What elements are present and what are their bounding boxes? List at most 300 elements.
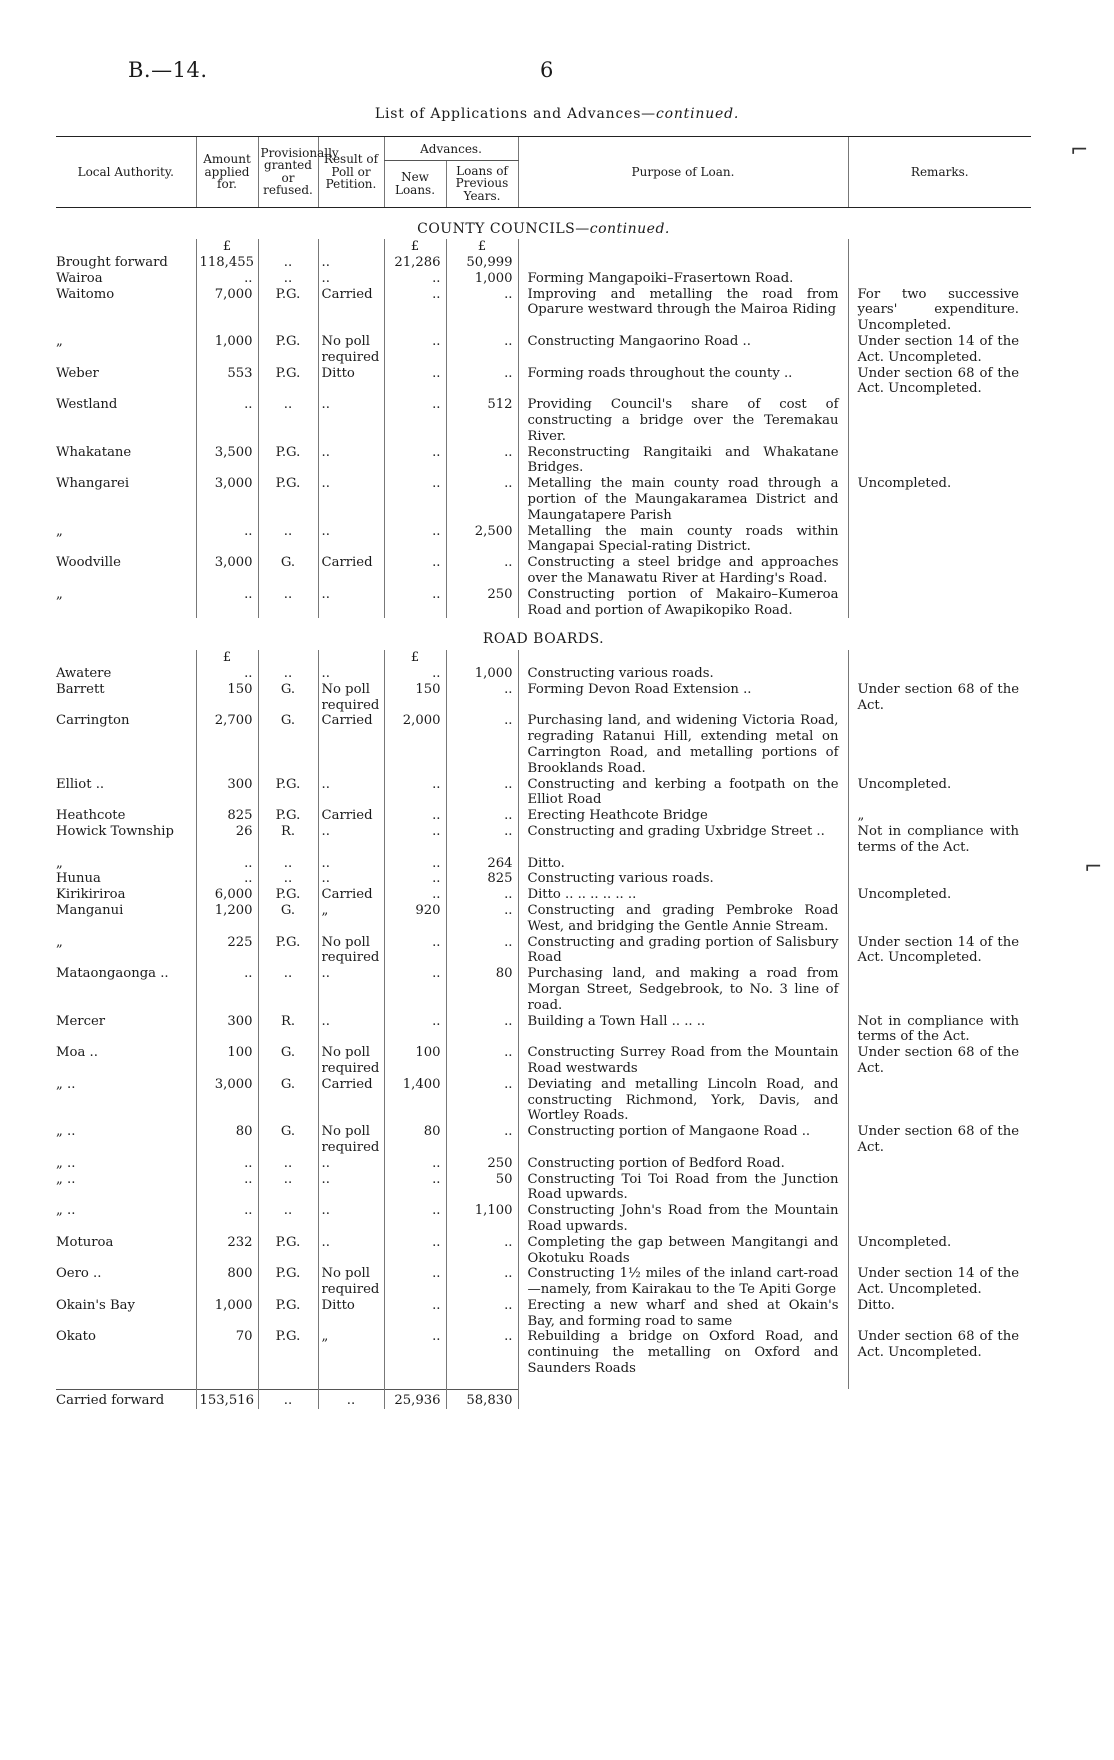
- spacer-cell: [384, 1377, 446, 1390]
- row-authority: „: [56, 855, 63, 871]
- row-purpose: Constructing Mangaorino Road ..: [518, 334, 848, 366]
- row-poll: ..: [318, 871, 384, 887]
- row-provisional: ..: [258, 524, 318, 556]
- row-prev-loans: 1,000: [446, 271, 518, 287]
- row-prev-loans: ..: [446, 682, 518, 714]
- spacer-cell: [56, 650, 196, 666]
- col-prev-loans: Loans of Previous Years.: [446, 160, 518, 207]
- table-row: [56, 1045, 1031, 1077]
- row-authority: Barrett: [56, 681, 105, 697]
- col-purpose: Purpose of Loan.: [518, 137, 848, 208]
- row-amount: 300: [196, 1014, 258, 1046]
- spacer-cell: [258, 239, 318, 255]
- row-poll: Carried: [318, 1077, 384, 1124]
- row-authority: Wairoa: [56, 270, 103, 286]
- row-amount: 153,516: [196, 1389, 258, 1408]
- county-section-title-continued: continued.: [589, 220, 670, 237]
- row-amount: 225: [196, 935, 258, 967]
- row-prev-loans: 825: [446, 871, 518, 887]
- row-remarks: [848, 1077, 1031, 1124]
- row-provisional: ..: [258, 587, 318, 619]
- row-purpose: Completing the gap between Mangitangi and Okotuku Roads: [518, 1235, 848, 1267]
- row-remarks: Not in compliance with terms of the Act.: [848, 824, 1031, 856]
- row-authority: Manganui: [56, 902, 124, 918]
- row-provisional: ..: [258, 397, 318, 444]
- row-poll: Ditto: [318, 1298, 384, 1330]
- row-amount: 3,500: [196, 445, 258, 477]
- row-purpose: Constructing a steel bridge and approaches over the Manawatu River at Harding's Road.: [518, 555, 848, 587]
- row-poll: No poll required: [318, 1124, 384, 1156]
- row-amount: 100: [196, 1045, 258, 1077]
- row-poll: ..: [318, 1203, 384, 1235]
- spacer-cell: [848, 1377, 1031, 1390]
- spacer-cell: [318, 650, 384, 666]
- row-new-loans: 2,000: [384, 713, 446, 776]
- row-new-loans: ..: [384, 1329, 446, 1376]
- table-row: [56, 1124, 1031, 1156]
- table-row: [56, 935, 1031, 967]
- table-header: [56, 137, 1031, 208]
- list-title-continued: continued.: [655, 106, 740, 122]
- row-amount: 800: [196, 1266, 258, 1298]
- spacer-cell: [56, 239, 196, 255]
- row-authority: „: [56, 934, 63, 950]
- row-new-loans: ..: [384, 271, 446, 287]
- row-provisional: P.G.: [258, 1235, 318, 1267]
- row-new-loans: 80: [384, 1124, 446, 1156]
- row-purpose: Providing Council's share of cost of constructing a bridge over the Teremakau River.: [518, 397, 848, 444]
- row-authority: Hunua: [56, 871, 101, 887]
- table-row: [56, 777, 1031, 809]
- row-prev-loans: ..: [446, 887, 518, 903]
- table-row: [56, 1329, 1031, 1376]
- row-purpose: Erecting Heathcote Bridge: [518, 808, 848, 824]
- row-new-loans: ..: [384, 1266, 446, 1298]
- table-row: [56, 871, 1031, 887]
- row-prev-loans: ..: [446, 1266, 518, 1298]
- row-poll: Carried: [318, 555, 384, 587]
- row-amount: 2,700: [196, 713, 258, 776]
- row-remarks: Under section 68 of the Act.: [848, 682, 1031, 714]
- row-new-loans: 150: [384, 682, 446, 714]
- row-purpose: Constructing and grading Pembroke Road West, and bridging the Gentle Annie Stream.: [518, 903, 848, 935]
- row-prev-loans: ..: [446, 1235, 518, 1267]
- row-remarks: [848, 271, 1031, 287]
- row-amount: ..: [196, 871, 258, 887]
- row-new-loans: 21,286: [384, 255, 446, 271]
- col-authority: Local Authority.: [56, 137, 196, 208]
- row-prev-loans: ..: [446, 555, 518, 587]
- row-poll: ..: [318, 397, 384, 444]
- row-authority: Moa ..: [56, 1045, 98, 1061]
- row-authority: Heathcote: [56, 808, 126, 824]
- row-provisional: P.G.: [258, 334, 318, 366]
- row-poll: ..: [318, 1235, 384, 1267]
- row-amount: 3,000: [196, 1077, 258, 1124]
- row-new-loans: ..: [384, 397, 446, 444]
- row-remarks: [848, 587, 1031, 619]
- row-remarks: [848, 555, 1031, 587]
- row-amount: ..: [196, 856, 258, 872]
- row-authority: Okato: [56, 1329, 96, 1345]
- row-purpose: Purchasing land, and making a road from Morgan Street, Sedgebrook, to No. 3 line of road.: [518, 966, 848, 1013]
- row-prev-loans: 264: [446, 856, 518, 872]
- row-purpose: Building a Town Hall .. .. ..: [518, 1014, 848, 1046]
- row-provisional: G.: [258, 903, 318, 935]
- row-remarks: [848, 255, 1031, 271]
- table-body: [56, 207, 1031, 1409]
- list-title: [0, 106, 1114, 122]
- row-prev-loans: ..: [446, 777, 518, 809]
- col-amount: Amount applied for.: [196, 137, 258, 208]
- row-remarks: [848, 524, 1031, 556]
- row-provisional: ..: [258, 966, 318, 1013]
- spacer-row: [56, 1377, 1031, 1390]
- row-prev-loans: 1,100: [446, 1203, 518, 1235]
- spacer-cell: [848, 650, 1031, 666]
- table-row: [56, 397, 1031, 444]
- row-authority: Oero ..: [56, 1266, 102, 1282]
- row-amount: 553: [196, 366, 258, 398]
- row-provisional: ..: [258, 1156, 318, 1172]
- row-poll: Carried: [318, 887, 384, 903]
- table-row: [56, 555, 1031, 587]
- row-amount: 3,000: [196, 476, 258, 523]
- table-row: [56, 271, 1031, 287]
- row-remarks: Under section 68 of the Act. Uncompleted.: [848, 366, 1031, 398]
- row-poll: „: [318, 903, 384, 935]
- row-poll: ..: [318, 1172, 384, 1204]
- row-new-loans: ..: [384, 935, 446, 967]
- row-new-loans: ..: [384, 871, 446, 887]
- row-purpose: Constructing portion of Bedford Road.: [518, 1156, 848, 1172]
- row-authority: Okain's Bay: [56, 1297, 135, 1313]
- row-new-loans: ..: [384, 1014, 446, 1046]
- row-authority: Whangarei: [56, 476, 130, 492]
- table-row: [56, 666, 1031, 682]
- row-provisional: R.: [258, 1014, 318, 1046]
- row-provisional: G.: [258, 1124, 318, 1156]
- row-remarks: Under section 68 of the Act. Uncompleted.: [848, 1329, 1031, 1376]
- row-provisional: P.G.: [258, 445, 318, 477]
- margin-mark: ⌐: [1070, 138, 1089, 163]
- row-authority: „ ..: [56, 1203, 76, 1219]
- row-poll: Carried: [318, 808, 384, 824]
- row-remarks: [848, 966, 1031, 1013]
- row-poll: ..: [318, 524, 384, 556]
- row-prev-loans: ..: [446, 334, 518, 366]
- row-remarks: [848, 445, 1031, 477]
- row-prev-loans: ..: [446, 1124, 518, 1156]
- row-provisional: P.G.: [258, 1266, 318, 1298]
- row-purpose: Forming roads throughout the county ..: [518, 366, 848, 398]
- row-authority: Whakatane: [56, 444, 132, 460]
- row-purpose: Constructing and grading portion of Salisbury Road: [518, 935, 848, 967]
- row-prev-loans: ..: [446, 824, 518, 856]
- row-new-loans: 1,400: [384, 1077, 446, 1124]
- row-amount: ..: [196, 397, 258, 444]
- row-authority: Awatere: [56, 666, 112, 682]
- row-provisional: ..: [258, 871, 318, 887]
- row-provisional: G.: [258, 713, 318, 776]
- row-amount: 70: [196, 1329, 258, 1376]
- row-authority: Howick Township: [56, 823, 174, 839]
- row-prev-loans: 80: [446, 966, 518, 1013]
- currency-row: [56, 650, 1031, 666]
- row-poll: No poll required: [318, 1266, 384, 1298]
- row-remarks: [848, 666, 1031, 682]
- county-section-title: [56, 207, 1031, 239]
- county-section-title-text: COUNTY COUNCILS—: [417, 220, 590, 237]
- row-purpose: Constructing Toi Toi Road from the Junction Road upwards.: [518, 1172, 848, 1204]
- row-prev-loans: 1,000: [446, 666, 518, 682]
- row-authority: „: [56, 334, 63, 350]
- county-section: [56, 207, 1031, 239]
- row-amount: 6,000: [196, 887, 258, 903]
- row-remarks: Under section 14 of the Act. Uncompleted.: [848, 1266, 1031, 1298]
- row-amount: 232: [196, 1235, 258, 1267]
- row-provisional: P.G.: [258, 287, 318, 334]
- row-purpose: Constructing portion of Makairo–Kumeroa Road and portion of Awapikopiko Road.: [518, 587, 848, 619]
- pound-symbol: £: [384, 650, 446, 666]
- row-amount: ..: [196, 524, 258, 556]
- row-remarks: Under section 14 of the Act. Uncompleted.: [848, 935, 1031, 967]
- row-poll: ..: [318, 856, 384, 872]
- row-poll: Carried: [318, 713, 384, 776]
- row-authority: Westland: [56, 397, 118, 413]
- row-provisional: R.: [258, 824, 318, 856]
- col-provisional: Provisionally granted or refused.: [258, 137, 318, 208]
- row-prev-loans: 512: [446, 397, 518, 444]
- table-row: [56, 334, 1031, 366]
- spacer-cell: [518, 1389, 848, 1408]
- row-remarks: [848, 856, 1031, 872]
- row-purpose: Reconstructing Rangitaiki and Whakatane Bridges.: [518, 445, 848, 477]
- road-section-title: [56, 618, 1031, 650]
- row-purpose: Ditto.: [518, 856, 848, 872]
- row-prev-loans: 2,500: [446, 524, 518, 556]
- row-poll: No poll required: [318, 935, 384, 967]
- row-authority: Mercer: [56, 1013, 106, 1029]
- row-poll: „: [318, 1329, 384, 1376]
- row-remarks: [848, 871, 1031, 887]
- carried-forward-row: [56, 1389, 1031, 1408]
- table-row: [56, 1077, 1031, 1124]
- col-advances: Advances.: [384, 137, 518, 161]
- row-prev-loans: ..: [446, 808, 518, 824]
- row-provisional: P.G.: [258, 777, 318, 809]
- row-amount: 3,000: [196, 555, 258, 587]
- table-row: [56, 966, 1031, 1013]
- spacer-cell: [446, 650, 518, 666]
- row-amount: ..: [196, 587, 258, 619]
- row-provisional: G.: [258, 682, 318, 714]
- row-new-loans: ..: [384, 1298, 446, 1330]
- row-purpose: Forming Devon Road Extension ..: [518, 682, 848, 714]
- col-poll: Result of Poll or Petition.: [318, 137, 384, 208]
- row-remarks: Under section 68 of the Act.: [848, 1045, 1031, 1077]
- row-remarks: Uncompleted.: [848, 777, 1031, 809]
- row-poll: ..: [318, 587, 384, 619]
- spacer-cell: [518, 239, 848, 255]
- pound-symbol: £: [446, 239, 518, 255]
- row-provisional: ..: [258, 255, 318, 271]
- spacer-cell: [318, 239, 384, 255]
- row-authority: Carried forward: [56, 1389, 196, 1408]
- table-row: [56, 682, 1031, 714]
- row-purpose: Deviating and metalling Lincoln Road, and constructing Richmond, York, Davis, and Wortley Roads.: [518, 1077, 848, 1124]
- row-purpose: Constructing John's Road from the Mountain Road upwards.: [518, 1203, 848, 1235]
- row-amount: ..: [196, 1203, 258, 1235]
- row-prev-loans: ..: [446, 1014, 518, 1046]
- road-section-title-text: ROAD BOARDS.: [482, 631, 605, 648]
- row-purpose: Improving and metalling the road from Oparure westward through the Mairoa Riding: [518, 287, 848, 334]
- row-amount: 80: [196, 1124, 258, 1156]
- row-prev-loans: ..: [446, 1077, 518, 1124]
- row-authority: „: [56, 586, 63, 602]
- row-prev-loans: ..: [446, 287, 518, 334]
- row-remarks: [848, 1156, 1031, 1172]
- row-provisional: ..: [258, 1172, 318, 1204]
- row-authority: Mataongaonga ..: [56, 966, 169, 982]
- row-poll: Ditto: [318, 366, 384, 398]
- row-purpose: Constructing various roads.: [518, 871, 848, 887]
- row-prev-loans: 58,830: [446, 1389, 518, 1408]
- table-row: [56, 887, 1031, 903]
- row-prev-loans: 50,999: [446, 255, 518, 271]
- row-new-loans: ..: [384, 287, 446, 334]
- row-amount: ..: [196, 966, 258, 1013]
- table-row: [56, 587, 1031, 619]
- row-authority: Moturoa: [56, 1234, 114, 1250]
- row-purpose: Constructing portion of Mangaone Road ..: [518, 1124, 848, 1156]
- row-new-loans: 25,936: [384, 1389, 446, 1408]
- row-provisional: ..: [258, 271, 318, 287]
- row-new-loans: ..: [384, 777, 446, 809]
- spacer-cell: [518, 1377, 848, 1390]
- row-prev-loans: ..: [446, 713, 518, 776]
- row-amount: ..: [196, 271, 258, 287]
- row-purpose: Rebuilding a bridge on Oxford Road, and continuing the metalling on Oxford and Saunders Roads: [518, 1329, 848, 1376]
- row-purpose: Metalling the main county road through a portion of the Maungakaramea District and Maungatapere Parish: [518, 476, 848, 523]
- margin-mark-2: ⌐: [1084, 855, 1103, 880]
- table-row: [56, 1203, 1031, 1235]
- row-new-loans: ..: [384, 524, 446, 556]
- spacer-cell: [848, 239, 1031, 255]
- table-row: [56, 856, 1031, 872]
- row-amount: 1,000: [196, 1298, 258, 1330]
- row-new-loans: ..: [384, 808, 446, 824]
- page-number: 6: [540, 58, 554, 82]
- road-section: [56, 618, 1031, 650]
- row-new-loans: ..: [384, 366, 446, 398]
- table-row: [56, 1172, 1031, 1204]
- row-remarks: Under section 68 of the Act.: [848, 1124, 1031, 1156]
- applications-table: [56, 136, 1031, 1409]
- row-new-loans: ..: [384, 887, 446, 903]
- row-remarks: „: [848, 808, 1031, 824]
- table-row: [56, 1014, 1031, 1046]
- row-poll: ..: [318, 666, 384, 682]
- row-provisional: G.: [258, 1045, 318, 1077]
- row-new-loans: ..: [384, 476, 446, 523]
- row-provisional: ..: [258, 856, 318, 872]
- row-authority: Carrington: [56, 713, 130, 729]
- row-remarks: Uncompleted.: [848, 476, 1031, 523]
- row-new-loans: ..: [384, 1203, 446, 1235]
- table-row: [56, 476, 1031, 523]
- row-poll: Carried: [318, 287, 384, 334]
- row-new-loans: ..: [384, 824, 446, 856]
- row-new-loans: ..: [384, 856, 446, 872]
- spacer-cell: [258, 650, 318, 666]
- row-authority: „ ..: [56, 1124, 76, 1140]
- row-new-loans: ..: [384, 1235, 446, 1267]
- row-purpose: Purchasing land, and widening Victoria Road, regrading Ratanui Hill, extending metal on Carrington Road, and metalling portions of Brooklands Road.: [518, 713, 848, 776]
- row-poll: ..: [318, 445, 384, 477]
- table-row: [56, 287, 1031, 334]
- row-prev-loans: ..: [446, 445, 518, 477]
- row-authority: Brought forward: [56, 255, 168, 271]
- row-provisional: P.G.: [258, 935, 318, 967]
- col-new-loans: New Loans.: [384, 160, 446, 207]
- row-amount: 300: [196, 777, 258, 809]
- table-row: [56, 524, 1031, 556]
- table-row: [56, 366, 1031, 398]
- row-remarks: Uncompleted.: [848, 1235, 1031, 1267]
- row-prev-loans: ..: [446, 1329, 518, 1376]
- row-remarks: [848, 713, 1031, 776]
- row-purpose: Constructing 1½ miles of the inland cart-road—namely, from Kairakau to the Te Apiti Gorge: [518, 1266, 848, 1298]
- row-new-loans: 100: [384, 1045, 446, 1077]
- row-purpose: Constructing and kerbing a footpath on the Elliot Road: [518, 777, 848, 809]
- currency-row: [56, 239, 1031, 255]
- row-poll: ..: [318, 966, 384, 1013]
- table-row: [56, 713, 1031, 776]
- spacer-cell: [56, 1377, 196, 1390]
- row-prev-loans: ..: [446, 366, 518, 398]
- row-provisional: ..: [258, 1203, 318, 1235]
- row-purpose: Ditto .. .. .. .. .. ..: [518, 887, 848, 903]
- row-poll: No poll required: [318, 334, 384, 366]
- row-provisional: ..: [258, 666, 318, 682]
- table-row: [56, 1156, 1031, 1172]
- spacer-cell: [848, 1389, 1031, 1408]
- row-provisional: P.G.: [258, 366, 318, 398]
- row-poll: ..: [318, 824, 384, 856]
- row-amount: 1,000: [196, 334, 258, 366]
- row-authority: Woodville: [56, 555, 121, 571]
- table-row: [56, 903, 1031, 935]
- row-provisional: P.G.: [258, 808, 318, 824]
- row-provisional: P.G.: [258, 1329, 318, 1376]
- row-poll: ..: [318, 777, 384, 809]
- row-poll: ..: [318, 476, 384, 523]
- row-amount: 26: [196, 824, 258, 856]
- spacer-cell: [446, 1377, 518, 1390]
- row-provisional: P.G.: [258, 476, 318, 523]
- row-authority: Waitomo: [56, 286, 115, 302]
- row-poll: ..: [318, 1156, 384, 1172]
- row-new-loans: ..: [384, 445, 446, 477]
- row-remarks: Under section 14 of the Act. Uncompleted.: [848, 334, 1031, 366]
- row-authority: „ ..: [56, 1171, 76, 1187]
- row-new-loans: 920: [384, 903, 446, 935]
- row-provisional: G.: [258, 1077, 318, 1124]
- spacer-cell: [196, 1377, 258, 1390]
- row-remarks: [848, 397, 1031, 444]
- document-reference: B.—14.: [128, 58, 208, 82]
